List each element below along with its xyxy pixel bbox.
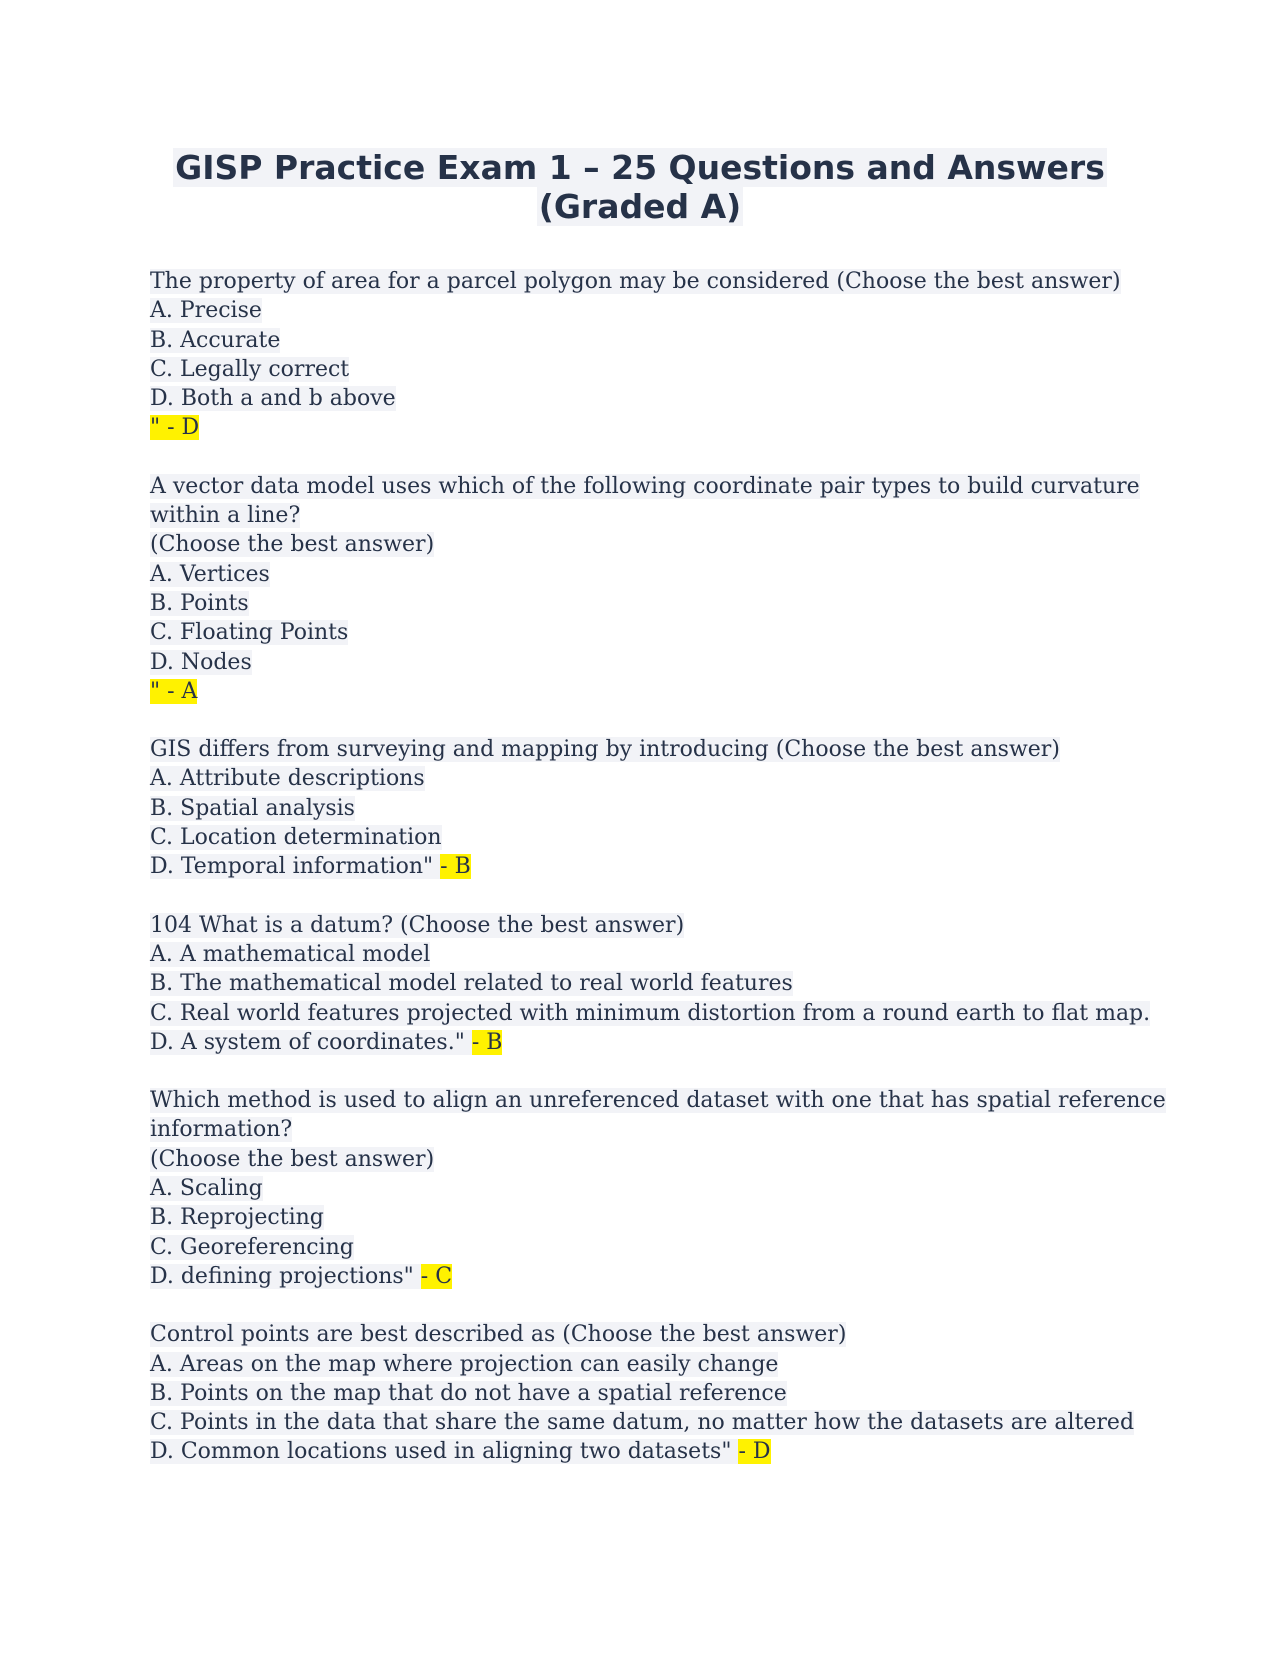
answer-option-d: D. Nodes (150, 649, 252, 675)
question-1 (150, 267, 1130, 443)
answer-highlight: - D (738, 1439, 771, 1465)
answer-option-c: C. Location determination (150, 825, 442, 851)
question-stem: 104 What is a datum? (Choose the best answer) (150, 912, 685, 938)
answer-key (150, 677, 1130, 706)
question-5 (150, 1086, 1166, 1291)
question-stem: information? (150, 1117, 293, 1143)
question-stem: (Choose the best answer) (150, 1146, 435, 1172)
answer-option-b: B. Accurate (150, 327, 281, 353)
answer-highlight: " - A (150, 678, 198, 704)
answer-option-d: D. Common locations used in aligning two datasets" - D (150, 1439, 771, 1465)
answer-option-a: A. Vertices (150, 561, 270, 587)
answer-option-b: B. The mathematical model related to real world features (150, 971, 793, 997)
answer-option-b: B. Points on the map that do not have a spatial reference (150, 1380, 787, 1406)
answer-option-b: B. Spatial analysis (150, 795, 355, 821)
answer-option-a: A. Scaling (150, 1176, 263, 1202)
question-4 (150, 911, 1151, 1057)
answer-highlight: - B (440, 854, 471, 880)
question-stem: Which method is used to align an unreferenced dataset with one that has spatial reference (150, 1088, 1166, 1114)
answer-option-d: D. Temporal information" - B (150, 854, 471, 880)
question-3 (150, 735, 1130, 881)
answer-option-a: A. Attribute descriptions (150, 766, 425, 792)
question-stem: A vector data model uses which of the following coordinate pair types to build curvature (150, 473, 1140, 499)
title-line-2: (Graded A) (538, 187, 742, 226)
answer-option-d: D. defining projections" - C (150, 1263, 453, 1289)
question-list (150, 267, 1166, 1496)
question-6 (150, 1320, 1135, 1466)
answer-key (150, 413, 1130, 442)
question-2 (150, 472, 1140, 706)
answer-option-a: A. A mathematical model (150, 941, 431, 967)
answer-option-c: C. Points in the data that share the same datum, no matter how the datasets are altered (150, 1410, 1135, 1436)
answer-option-c: C. Georeferencing (150, 1234, 354, 1260)
answer-option-c: C. Legally correct (150, 356, 350, 382)
answer-option-a: A. Areas on the map where projection can easily change (150, 1351, 779, 1377)
question-stem: (Choose the best answer) (150, 532, 435, 558)
answer-highlight: - B (471, 1029, 503, 1055)
answer-option-d: D. A system of coordinates." - B (150, 1029, 503, 1055)
answer-option-a: A. Precise (150, 298, 262, 324)
answer-option-b: B. Reprojecting (150, 1205, 324, 1231)
answer-option-d: D. Both a and b above (150, 386, 396, 412)
question-stem: Control points are best described as (Choose the best answer) (150, 1322, 847, 1348)
answer-option-c: C. Real world features projected with minimum distortion from a round earth to flat map. (150, 1000, 1151, 1026)
answer-option-c: C. Floating Points (150, 620, 349, 646)
question-stem: within a line? (150, 503, 301, 529)
page-title (150, 148, 1130, 226)
question-stem: The property of area for a parcel polygon may be considered (Choose the best answer) (150, 269, 1121, 294)
answer-option-b: B. Points (150, 590, 249, 616)
title-line-1: GISP Practice Exam 1 – 25 Questions and Answers (175, 148, 1105, 187)
answer-highlight: " - D (150, 415, 200, 441)
question-stem: GIS differs from surveying and mapping by introducing (Choose the best answer) (150, 737, 1060, 763)
answer-highlight: - C (420, 1263, 453, 1289)
